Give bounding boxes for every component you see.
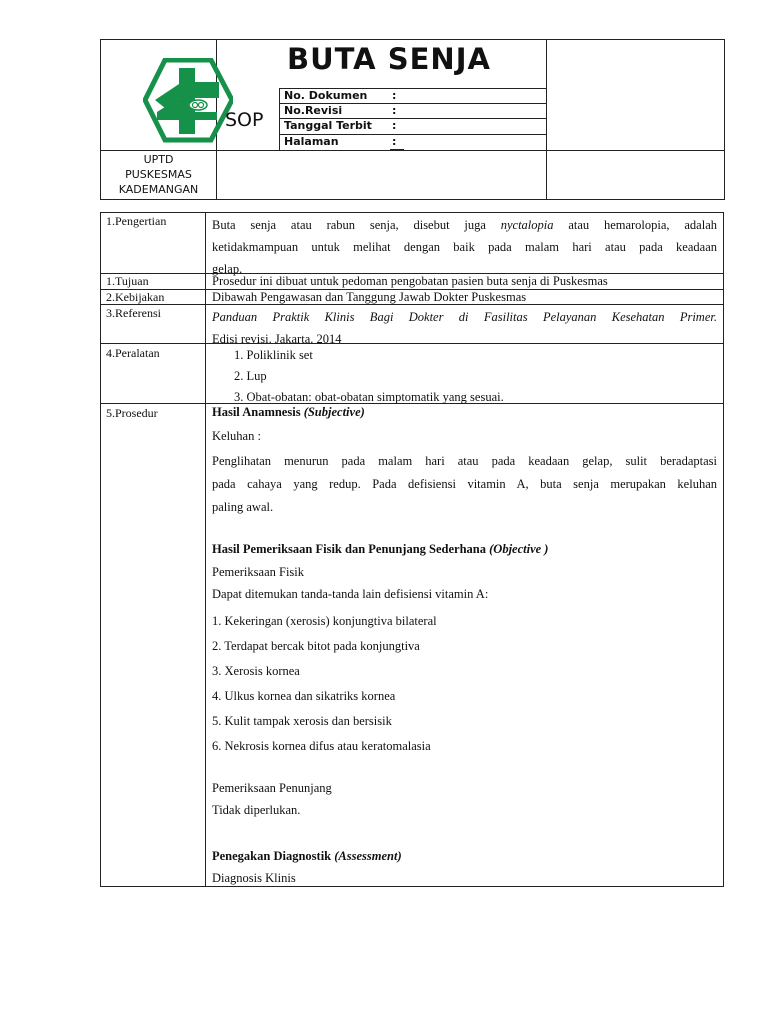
puskesmas-logo bbox=[143, 58, 233, 143]
list-item: 6. Nekrosis kornea difus atau keratomalasia bbox=[212, 739, 431, 753]
meta-row-halaman: Halaman : bbox=[284, 135, 397, 148]
list-item: 3. Obat-obatan: obat-obatan simptomatik yang sesuai. bbox=[234, 390, 504, 404]
label-prosedur: 5.Prosedur bbox=[106, 406, 158, 420]
anamnesis-title: Hasil Anamnesis (Subjective) bbox=[212, 405, 365, 419]
keluhan-label: Keluhan : bbox=[212, 429, 261, 443]
meta-row-no-revisi: No.Revisi : bbox=[284, 104, 397, 117]
referensi-text: Panduan Praktik Klinis Bagi Dokter di Fasilitas Pelayanan Kesehatan Primer. Edisi revisi. Jakarta. 2014 bbox=[212, 310, 717, 346]
meta-row-no-dokumen: No. Dokumen : bbox=[284, 89, 397, 102]
fisik-title: Hasil Pemeriksaan Fisik dan Penunjang Sederhana (Objective ) bbox=[212, 542, 549, 556]
label-tujuan: 1.Tujuan bbox=[106, 274, 149, 288]
tujuan-text: Prosedur ini dibuat untuk pedoman pengobatan pasien buta senja di Puskesmas bbox=[212, 274, 608, 288]
label-kebijakan: 2.Kebijakan bbox=[106, 290, 165, 304]
diagnostik-text: Diagnosis Klinis bbox=[212, 871, 296, 885]
penunjang-title: Pemeriksaan Penunjang bbox=[212, 781, 332, 795]
list-item: 1. Kekeringan (xerosis) konjungtiva bilateral bbox=[212, 614, 437, 628]
pengertian-text: Buta senja atau rabun senja, disebut juga nyctalopia atau hemarolopia, adalah ketidakmampuan untuk melihat dengan baik pada malam hari atau pada keadaan gelap. bbox=[212, 218, 717, 276]
pemeriksaan-fisik-label: Pemeriksaan Fisik bbox=[212, 565, 305, 579]
list-item: 2. Lup bbox=[234, 369, 267, 383]
list-item: 2. Terdapat bercak bitot pada konjungtiva bbox=[212, 639, 420, 653]
fisik-list bbox=[212, 609, 717, 759]
meta-row-tanggal-terbit: Tanggal Terbit : bbox=[284, 119, 397, 132]
label-referensi: 3.Referensi bbox=[106, 306, 161, 320]
keluhan-text: Penglihatan menurun pada malam hari atau pada keadaan gelap, sulit beradaptasi pada cahaya yang redup. Pada defisiensi vitamin A, buta senja merupakan keluhan paling awal. bbox=[212, 454, 717, 514]
list-item: 4. Ulkus kornea dan sikatriks kornea bbox=[212, 689, 396, 703]
list-item: 5. Kulit tampak xerosis dan bersisik bbox=[212, 714, 392, 728]
list-item: 1. Poliklinik set bbox=[234, 348, 313, 362]
document-title: BUTA SENJA bbox=[287, 42, 491, 76]
organization-name: UPTD PUSKESMAS KADEMANGAN bbox=[118, 153, 199, 196]
sop-label: SOP bbox=[225, 109, 264, 131]
label-peralatan: 4.Peralatan bbox=[106, 346, 160, 360]
peralatan-list bbox=[234, 345, 739, 408]
list-item: 3. Xerosis kornea bbox=[212, 664, 300, 678]
diagnostik-title: Penegakan Diagnostik (Assessment) bbox=[212, 849, 402, 863]
kebijakan-text: Dibawah Pengawasan dan Tanggung Jawab Dokter Puskesmas bbox=[212, 290, 527, 304]
fisik-intro: Dapat ditemukan tanda-tanda lain defisiensi vitamin A: bbox=[212, 587, 489, 601]
penunjang-text: Tidak diperlukan. bbox=[212, 803, 301, 817]
label-pengertian: 1.Pengertian bbox=[106, 214, 167, 228]
